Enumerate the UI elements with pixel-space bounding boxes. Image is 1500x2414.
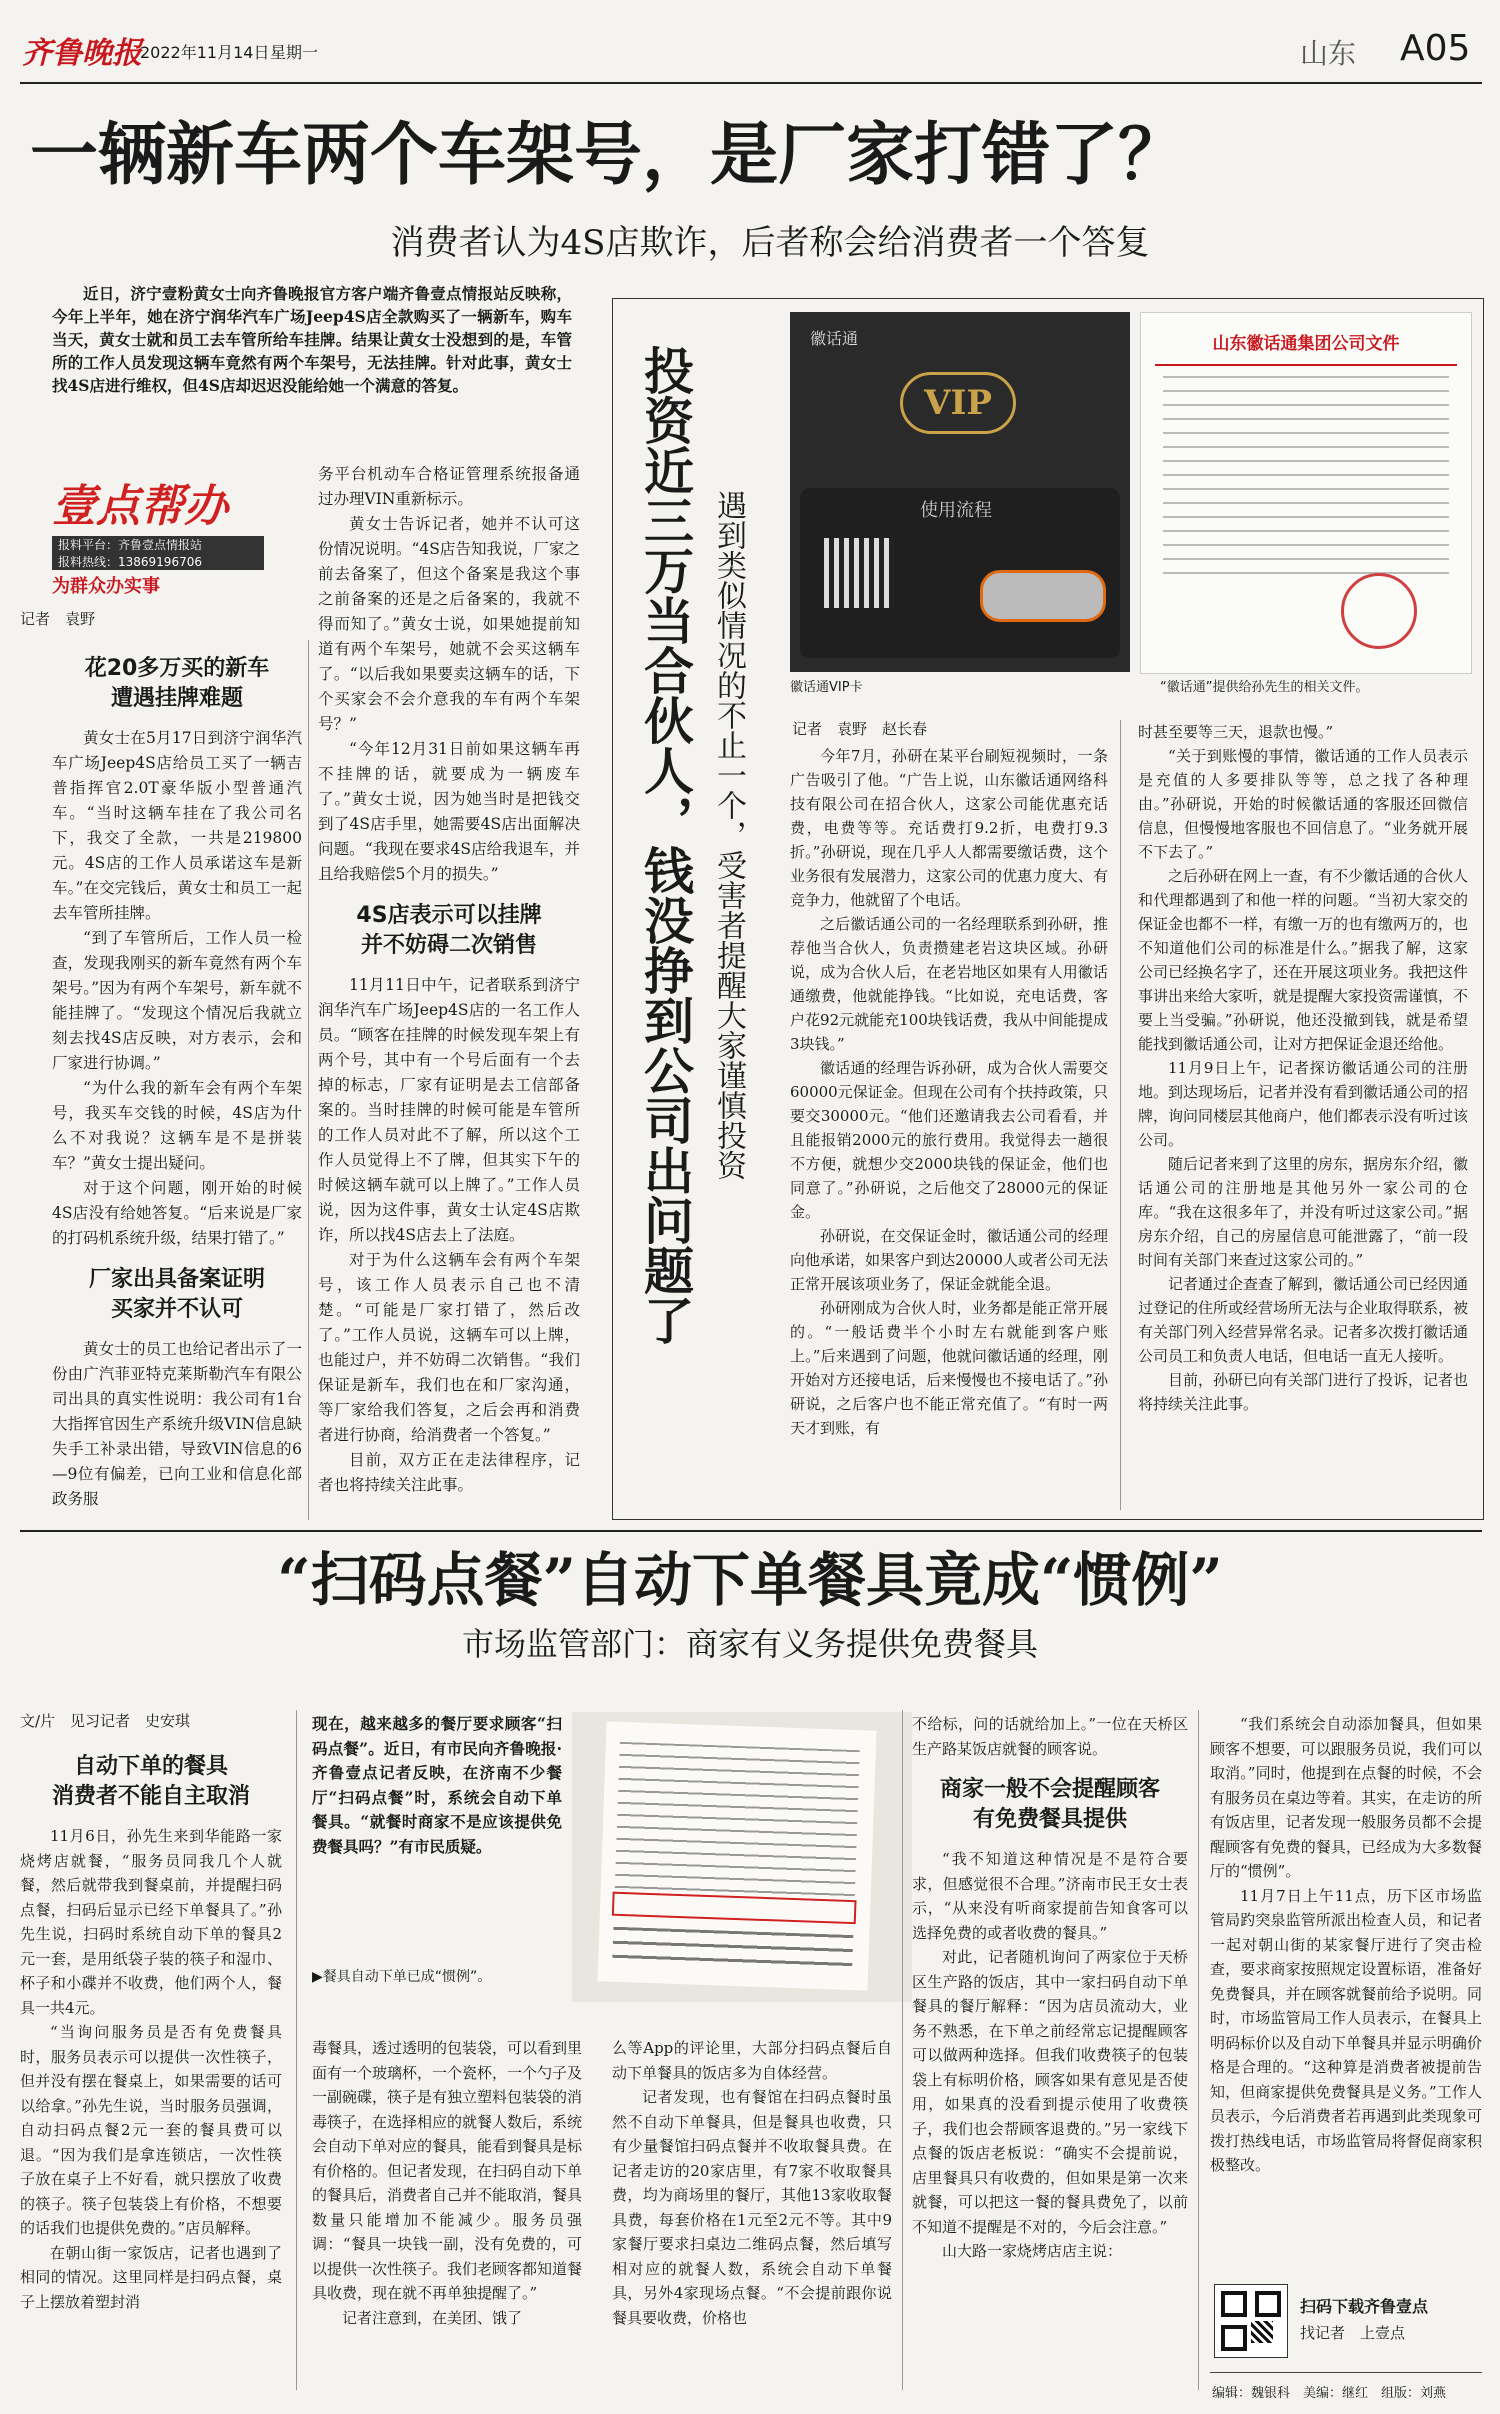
receipt-caption: ▶餐具自动下单已成“惯例”。 (312, 1969, 492, 1985)
paragraph: “为什么我的新车会有两个车架号，我买车交钱的时候，4S店为什么不对我说？这辆车是不是拼装车？”黄女士提出疑问。 (52, 1079, 302, 1172)
paragraph: 对于这个问题，刚开始的时候4S店没有给她答复。“后来说是厂家的打码机系统升级，结果打错了。” (52, 1179, 302, 1247)
article3-subhead: 市场监管部门：商家有义务提供免费餐具 (461, 1625, 1038, 1663)
article1-reporter: 记者 袁野 (20, 610, 96, 628)
article1-sub1: 花20多万买的新车 遭遇挂牌难题 (84, 656, 270, 711)
section-rule (20, 1530, 1482, 1532)
paragraph: 么等App的评论里，大部分扫码点餐后自动下单餐具的饭店多为自体经营。 (612, 2039, 892, 2082)
paragraph: 记者注意到，在美团、饿了 (342, 2308, 523, 2327)
masthead-rule (20, 82, 1482, 84)
article1-col2 (318, 462, 580, 1498)
paragraph: “今年12月31日前如果这辆车再不挂牌的话，就要成为一辆废车了。”黄女士说，因为她当时是把钱交到了4S店手里，她需要4S店出面解决问题。“我现在要求4S店给我退车，并且给我赔偿5个月的损失。” (318, 740, 580, 883)
article1-sub3: 4S店表示可以挂牌 并不妨碍二次销售 (356, 903, 542, 958)
help-logo: 壹点帮办 (52, 481, 228, 532)
card-number-field (980, 570, 1106, 622)
qr-code-icon (824, 538, 894, 608)
paragraph: 孙研说，在交保证金时，徽话通公司的经理向他承诺，如果客户到达20000人或者公司无法正常开展该项业务了，保证金就能全退。 (790, 1227, 1108, 1293)
paragraph: “我们系统会自动添加餐具，但如果顾客不想要，可以跟服务员说，我们可以取消。”同时，他提到在点餐的时候，不会有服务员在桌边等着。其实，在走访的所有饭店里，记者发现一般服务员都不会提醒顾客有免费的餐具，已经成为大多数餐厅的“惯例”。 (1210, 1715, 1482, 1880)
qr-code-block[interactable] (1214, 2284, 1482, 2364)
receipt-total-lines (612, 1927, 853, 1975)
vip-card-photo (790, 312, 1130, 672)
footer-rule (1210, 2372, 1482, 2373)
receipt-paper (598, 1721, 877, 1990)
photo1-caption: 徽话通VIP卡 (790, 680, 863, 695)
paragraph: 不给标，问的话就给加上。”一位在天桥区生产路某饭店就餐的顾客说。 (912, 1715, 1188, 1758)
article1-col1 (52, 640, 302, 1512)
article2-col2 (1138, 720, 1468, 1416)
receipt-text-lines (615, 1742, 860, 1900)
article3-col2 (312, 2036, 582, 2330)
document-title: 山东徽话通集团公司文件 (1212, 334, 1400, 354)
article1-lead (52, 282, 572, 397)
issue-weekday: 星期一 (270, 43, 319, 62)
article2-col1 (790, 744, 1108, 1440)
paragraph: 今年7月，孙研在某平台刷短视频时，一条广告吸引了他。“广告上说，山东徽话通网络科技有限公司在招合伙人，这家公司能优惠充话费，电费等等。充话费打9.2折，电费打9.3折。”孙研说，现在几乎人人都需要缴话费，这个业务很有发展潜力，这家公司的优惠力度大、有竞争力，他就留了个电话。 (790, 747, 1108, 909)
paragraph: 对此，记者随机询问了两家位于天桥区生产路的饭店，其中一家扫码自动下单餐具的餐厅解释：“因为店员流动大，业务不熟悉，在下单之前经常忘记提醒顾客可以做两种选择。但我们收费筷子的包装袋上有标明价格，顾客如果有意见是否使用，如果真的没看到提示使用了收费筷子，我们也会帮顾客退费的。”另一家线下点餐的饭店老板说：“确实不会提前说，店里餐具只有收费的，但如果是第一次来就餐，可以把这一餐的餐具费免了，以前不知道不提醒是不对的，今后会注意。” (912, 1948, 1188, 2236)
article3-sub2: 商家一般不会提醒顾客 有免费餐具提供 (939, 1777, 1160, 1832)
paragraph: 时甚至要等三天，退款也慢。” (1138, 723, 1334, 741)
paragraph: 11月11日中午，记者联系到济宁润华汽车广场Jeep4S店的一名工作人员。“顾客在挂牌的时候发现车架上有两个号，其中有一个号后面有一个去掉的标志，厂家有证明是去工信部备案的。当时挂牌的时候可能是车管所的工作人员对此不了解，所以这个工作人员觉得上不了牌，但其实下午的时候这辆车就可以上牌了。”工作人员说，因为这件事，黄女士认定4S店欺诈，所以找4S店去上了法庭。 (318, 976, 580, 1244)
paragraph: 山大路一家烧烤店店主说： (942, 2242, 1123, 2260)
document-text-lines (1163, 376, 1449, 576)
paragraph: 对于为什么这辆车会有两个车架号，该工作人员表示自己也不清楚。“可能是厂家打错了，然后改了。”工作人员说，这辆车可以上牌，也能过户，并不妨碍二次销售。“我们保证是新车，我们也在和厂家沟通，等厂家给我们答复，之后会再和消费者进行协商，给消费者一个答复。” (318, 1251, 580, 1444)
article2-vertical-headline: 投资近三万当合伙人，钱没挣到公司出问题了 (636, 345, 694, 1345)
card-flow-label: 使用流程 (920, 500, 992, 521)
article3-col1 (20, 1738, 282, 2314)
column-divider (308, 640, 309, 1520)
paragraph: 毒餐具，透过透明的包装袋，可以看到里面有一个玻璃杯，一个瓷杯，一个勺子及一副碗碟，筷子是有独立塑料包装袋的消毒筷子，在选择相应的就餐人数后，系统会自动下单对应的餐具，能看到餐具是标有价格的。但记者发现，在扫码自动下单的餐具后，消费者自己并不能取消，餐具数量只能增加不能减少。服务员强调：“餐具一块钱一副，没有免费的，可以提供一次性筷子。我们老顾客都知道餐具收费，现在就不再单独提醒了。” (312, 2039, 583, 2302)
qr-caption-1: 扫码下载齐鲁壹点 (1300, 2297, 1429, 2316)
article3-byline: 文/片 见习记者 史安琪 (20, 1712, 191, 1730)
paragraph: 记者发现，也有餐馆在扫码点餐时虽然不自动下单餐具，但是餐具也收费，只有少量餐馆扫码点餐并不收取餐具费。在记者走访的20家店里，有7家不收取餐具费，均为商场里的餐厅，其他13家收取餐具费，每套价格在1元至2元不等。其中9家餐厅要求扫桌边二维码点餐，然后填写相对应的就餐人数，系统会自动下单餐具，另外4家现场点餐。“不会提前跟你说餐具要收费，价格也 (612, 2088, 892, 2327)
article3-col5 (1210, 1712, 1482, 2178)
article3-highlight: 现在，越来越多的餐厅要求顾客“扫码点餐”。近日，有市民向齐鲁晚报·齐鲁壹点记者反映，在济南不少餐厅“扫码点餐”时，系统会自动下单餐具。“就餐时商家不是应该提供免费餐具吗？”有市民质疑。 (312, 1714, 562, 1856)
paragraph: 孙研刚成为合伙人时，业务都是能正常开展的。“一般话费半个小时左右就能到客户账上。”后来遇到了问题，他就问徽话通的经理，刚开始对方还接电话，后来慢慢也不接电话了。”孙研说，之后客户也不能正常充值了。“有时一两天才到账，有 (790, 1299, 1108, 1437)
article3-sub1: 自动下单的餐具 消费者不能自主取消 (51, 1754, 250, 1809)
receipt-photo (572, 1712, 912, 2002)
paragraph: “到了车管所后，工作人员一检查，发现我刚买的新车竟然有两个车架号。”因为有两个车架号，新车就不能挂牌了。“发现这个情况后我就立刻去找4S店反映，对方表示，会和厂家进行协调。” (52, 929, 302, 1072)
card-vip-badge: VIP (900, 372, 1016, 434)
paragraph: “关于到账慢的事情，徽话通的工作人员表示是充值的人多要排队等等，总之找了各种理由。”孙研说，开始的时候徽话通的客服还回微信信息，但慢慢地客服也不回信息了。“业务就开展不下去了。” (1138, 747, 1468, 861)
paragraph: 务平台机动车合格证管理系统报备通过办理VIN重新标示。 (318, 465, 580, 508)
paragraph: 11月6日，孙先生来到华能路一家烧烤店就餐，“服务员同我几个人就餐，然后就带我到餐桌前，并提醒扫码点餐，扫码后显示已经下单餐具了。”孙先生说，扫码时系统自动下单的餐具2元一套，是用纸袋子装的筷子和湿巾、杯子和小碟并不收费，他们两个人，餐具一共4元。 (20, 1827, 282, 2017)
article3-col3 (612, 2036, 892, 2330)
paragraph: 随后记者来到了这里的房东，据房东介绍，徽话通公司的注册地是其他另外一家公司的仓库。“我在这很多年了，并没有听过这家公司。”据房东介绍，自己的房屋信息可能泄露了，“前一段时间有关部门来查过这家公司的。” (1138, 1155, 1469, 1269)
article3-headline: “扫码点餐”自动下单餐具竟成“惯例” (277, 1546, 1223, 1614)
qr-caption-2: 找记者 上壹点 (1300, 2324, 1406, 2342)
paragraph: 目前，双方正在走法律程序，记者也将持续关注此事。 (318, 1451, 580, 1494)
help-logo-block (52, 470, 312, 597)
paragraph: 徽话通的经理告诉孙研，成为合伙人需要交60000元保证金。但现在公司有个扶持政策，只要交30000元。“他们还邀请我去公司看看，并且能报销2000元的旅行费用。我觉得去一趟很不方便，就想少交2000块钱的保证金，他们也同意了。”孙研说，之后他交了28000元的保证金。 (790, 1059, 1108, 1221)
paragraph: 之后孙研在网上一查，有不少徽话通的合伙人和代理都遇到了和他一样的问题。“当初大家交的保证金也都不一样，有缴一万的也有缴两万的，也不知道他们公司的标准是什么。”据我了解，这家公司已经换名字了，还在开展这项业务。我把这件事讲出来给大家听，就是提醒大家投资需谨慎，不要上当受骗。”孙研说，他还没撤到钱，就是希望能找到徽话通公司，让对方把保证金退还给他。 (1138, 867, 1469, 1053)
document-red-line (1155, 364, 1457, 366)
article1-subhead: 消费者认为4S店欺诈，后者称会给消费者一个答复 (390, 223, 1150, 263)
paragraph: 之后徽话通公司的一名经理联系到孙研，推荐他当合伙人，负责攒建老岩这块区域。孙研说，成为合伙人后，在老岩地区如果有人用徽话通缴费，他就能挣钱。“比如说，充电话费，客户花92元就能充100块钱话费，我从中间能提成3块钱。” (790, 915, 1108, 1053)
article1-sub2: 厂家出具备案证明 买家并不认可 (88, 1267, 265, 1322)
help-slogan: 为群众办实事 (52, 576, 160, 597)
editors-credit: 编辑：魏银科 美编：继红 组版：刘燕 (1212, 2386, 1447, 2401)
qr-code-icon (1214, 2284, 1288, 2358)
paragraph: “当询问服务员是否有免费餐具时，服务员表示可以提供一次性筷子，但并没有摆在餐桌上，如果需要的话可以给拿。”孙先生说，当时服务员强调，自动扫码点餐2元一套的餐具费可以退。“因为我们是拿连锁店，一次性筷子放在桌子上不好看，就只摆放了收费的筷子。筷子包装袋上有价格，不想要的话我们也提供免费的。”店员解释。 (20, 2023, 282, 2237)
article1-headline: 一辆新车两个车架号，是厂家打错了？ (30, 115, 1187, 195)
column-divider (296, 1710, 297, 2390)
issue-date: 2022年11月14日 (140, 43, 270, 62)
paragraph: “我不知道这种情况是不是符合要求，但感觉很不合理。”济南市民王女士表示，“从来没有听商家提前告知食客可以选择免费的或者收费的餐具。” (912, 1850, 1188, 1942)
paragraph: 在朝山街一家饭店，记者也遇到了相同的情况。这里同样是扫码点餐，桌子上摆放着塑封消 (20, 2243, 282, 2311)
company-document-photo (1140, 312, 1472, 674)
column-divider (902, 1710, 903, 2390)
card-brand: 徽话通 (810, 329, 859, 348)
column-divider (1198, 1710, 1199, 2390)
paragraph: 记者通过企查查了解到，徽话通公司已经因通过登记的住所或经营场所无法与企业取得联系，被有关部门列入经营异常名录。记者多次拨打徽话通公司员工和负责人电话，但电话一直无人接听。 (1138, 1275, 1469, 1365)
newspaper-logo: 齐鲁晚报 (22, 36, 142, 71)
paragraph: 11月7日上午11点，历下区市场监管局趵突泉监管所派出检查人员，和记者一起对朝山街的某家餐厅进行了突击检查，要求商家按照规定设置标语，准备好免费餐具，并在顾客就餐前给予说明。同时，市场监管局工作人员表示，在餐具上明码标价以及自动下单餐具并显示明确价格是合理的。“这种算是消费者被提前告知，但商家提供免费餐具是义务。”工作人员表示，今后消费者若再遇到此类现象可拨打热线电话，市场监管局将督促商家积极整改。 (1210, 1886, 1482, 2174)
masthead (0, 0, 1500, 80)
page-number: A05 (1400, 28, 1471, 69)
paragraph: 目前，孙研已向有关部门进行了投诉，记者也将持续关注此事。 (1138, 1371, 1469, 1413)
red-seal-icon (1341, 573, 1417, 649)
article2-reporter: 记者 袁野 赵长春 (792, 720, 928, 738)
paragraph: 11月9日上午，记者探访徽话通公司的注册地。到达现场后，记者并没有看到徽话通公司的招牌，询问同楼层其他商户，他们都表示没有听过该公司。 (1138, 1059, 1469, 1149)
article2-vertical-subhead: 遇到类似情况的不止一个，受害者提醒大家谨慎投资 (711, 490, 746, 1180)
paragraph: 黄女士的员工也给记者出示了一份由广汽菲亚特克莱斯勒汽车有限公司出具的真实性说明：我公司有1台大指挥官因生产系统升级VIN信息缺失手工补录出错，导致VIN信息的6—9位有偏差，已向工业和信息化部政务服 (52, 1340, 302, 1508)
lead-paragraph: 近日，济宁壹粉黄女士向齐鲁晚报官方客户端齐鲁壹点情报站反映称，今年上半年，她在济宁润华汽车广场Jeep4S店全款购买了一辆新车，购车当天，黄女士就和员工去车管所给车挂牌。结果让黄女士没想到的是，车管所的工作人员发现这辆车竟然有两个车架号，无法挂牌。针对此事，黄女士找4S店进行维权，但4S店却迟迟没能给她一个满意的答复。 (52, 284, 572, 395)
paragraph: 黄女士告诉记者，她并不认可这份情况说明。“4S店告知我说，厂家之前去备案了，但这个备案是我这个事之前备案的还是之后备案的，我就不得而知了。”黄女士说，如果她提前知道有两个车架号，她就不会买这辆车了。“以后我如果要卖这辆车的话，下个买家会不会介意我的车有两个车架号？” (318, 515, 580, 733)
help-platform: 报料平台：齐鲁壹点情报站 (52, 536, 264, 553)
paragraph: 黄女士在5月17日到济宁润华汽车广场Jeep4S店给员工买了一辆吉普指挥官2.0T豪华版小型普通汽车。“当时这辆车挂在了我公司名下，我交了全款，一共是219800元。4S店的工作人员承诺这车是新车。”在交完钱后，黄女士和员工一起去车管所挂牌。 (52, 729, 302, 922)
photo2-caption: “徽话通”提供给孙先生的相关文件。 (1160, 680, 1369, 695)
section-name: 山东 (1300, 37, 1357, 70)
column-divider (1120, 720, 1121, 1510)
article3-col4 (912, 1712, 1188, 2264)
card-flow-panel (800, 488, 1120, 658)
help-phone: 报料热线：13869196706 (52, 553, 264, 570)
